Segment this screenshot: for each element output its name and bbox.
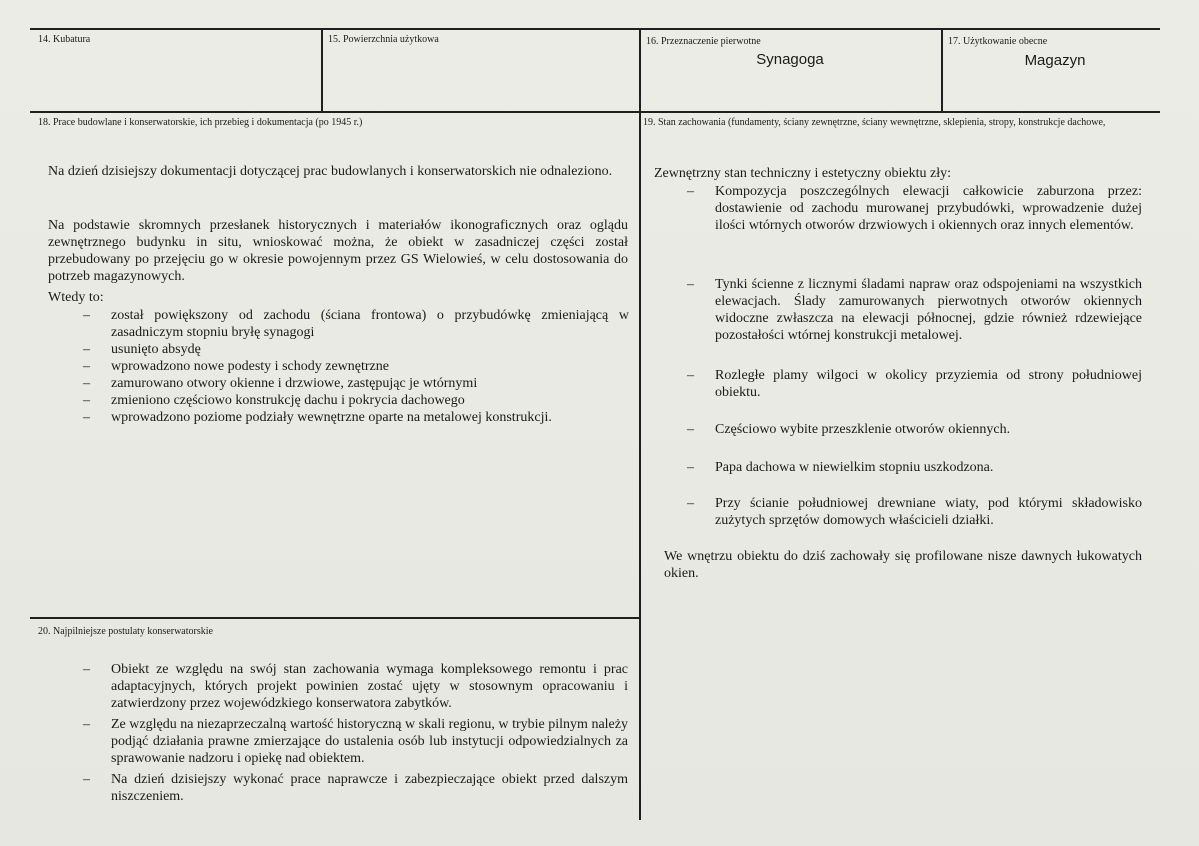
list-item-text: zmieniono częściowo konstrukcję dachu i pokrycia dachowego xyxy=(111,393,465,408)
section19-item-2 xyxy=(687,276,1142,344)
dash-marker: – xyxy=(83,393,90,408)
list-item xyxy=(83,392,629,409)
list-item-text: wprowadzono poziome podziały wewnętrzne oparte na metalowej konstrukcji. xyxy=(111,410,552,425)
section19-item-5 xyxy=(687,459,1142,476)
section18-paragraph-1: Na dzień dzisiejszy dokumentacji dotyczącej prac budowlanych i konserwatorskich nie odnaleziono. xyxy=(48,164,613,179)
list-item-text: Ze względu na niezaprzeczalną wartość historyczną w skali regionu, w trybie pilnym należy podjąć działania prawne zmierzające do ustalenia osób lub instytucji odpowiedzialnych za sprawowanie nadzoru i opiekę nad obiektem. xyxy=(111,717,628,766)
dash-marker: – xyxy=(83,662,90,677)
section20-item-3 xyxy=(83,771,628,805)
section19-label: 19. Stan zachowania (fundamenty, ściany zewnętrzne, ściany wewnętrzne, sklepienia, stropy, konstrukcje dachowe, xyxy=(643,117,1106,128)
section19-intro: Zewnętrzny stan techniczny i estetyczny obiektu zły: xyxy=(654,166,952,181)
list-item xyxy=(83,307,629,341)
dash-marker: – xyxy=(83,772,90,787)
field-powierzchnia-label: 15. Powierzchnia użytkowa xyxy=(328,34,439,45)
section19-item-4 xyxy=(687,421,1142,438)
dash-marker: – xyxy=(687,277,694,292)
list-item-text: Papa dachowa w niewielkim stopniu uszkodzona. xyxy=(715,460,994,475)
dash-marker: – xyxy=(83,359,90,374)
list-item-text: został powiększony od zachodu (ściana frontowa) o przybudówkę zmieniającą w zasadniczym stopniu bryłę synagogi xyxy=(111,308,629,340)
section19-item-6 xyxy=(687,495,1142,529)
section18-paragraph-2: Na podstawie skromnych przesłanek historycznych i materiałów ikonograficznych oraz oglądu zewnętrznego budynku in situ, wnioskować można, że obiekt w zasadniczej części został przebudowany po przejęciu go w okresie powojennym przez GS Wielowieś, w celu dostosowania do potrzeb magazynowych. xyxy=(48,218,628,284)
rule-section20-top xyxy=(30,617,641,619)
list-item-text: Rozległe plamy wilgoci w okolicy przyziemia od strony południowej obiektu. xyxy=(715,368,1142,400)
list-item-text: usunięto absydę xyxy=(111,342,201,357)
dash-marker: – xyxy=(687,368,694,383)
section19-item-3 xyxy=(687,367,1142,401)
list-item xyxy=(83,358,629,375)
dash-marker: – xyxy=(83,308,90,323)
section19-outro: We wnętrzu obiektu do dziś zachowały się profilowane nisze dawnych łukowatych okien. xyxy=(664,549,1142,581)
field-przeznaczenie-label: 16. Przeznaczenie pierwotne xyxy=(646,36,761,47)
dash-marker: – xyxy=(687,422,694,437)
rule-v1 xyxy=(321,28,323,113)
rule-v3 xyxy=(941,28,943,113)
list-item-text: Obiekt ze względu na swój stan zachowania wymaga kompleksowego remontu i prac adaptacyjnych, których projekt powinien zostać ujęty w stosownym opracowaniu i zatwierdzony przez wojewódzkiego konserwatora zabytków. xyxy=(111,662,628,711)
section18-paragraph-3: Wtedy to: xyxy=(48,290,104,305)
list-item-text: wprowadzono nowe podesty i schody zewnętrzne xyxy=(111,359,389,374)
list-item xyxy=(83,341,629,358)
section20-item-1 xyxy=(83,661,628,712)
dash-marker: – xyxy=(83,717,90,732)
section20-label: 20. Najpilniejsze postulaty konserwatorskie xyxy=(38,626,213,637)
list-item-text: zamurowano otwory okienne i drzwiowe, zastępując je wtórnymi xyxy=(111,376,478,391)
list-item-text: Na dzień dzisiejszy wykonać prace naprawcze i zabezpieczające obiekt przed dalszym niszczeniem. xyxy=(111,772,628,804)
dash-marker: – xyxy=(83,376,90,391)
section18-label: 18. Prace budowlane i konserwatorskie, ich przebieg i dokumentacja (po 1945 r.) xyxy=(38,117,363,128)
dash-marker: – xyxy=(687,460,694,475)
dash-marker: – xyxy=(83,342,90,357)
field-kubatura-label: 14. Kubatura xyxy=(38,34,91,45)
dash-marker: – xyxy=(687,184,694,199)
list-item xyxy=(83,409,629,426)
list-item-text: Częściowo wybite przeszklenie otworów okiennych. xyxy=(715,422,1011,437)
dash-marker: – xyxy=(687,496,694,511)
field-przeznaczenie-value: Synagoga xyxy=(756,51,824,68)
list-item-text: Tynki ścienne z licznymi śladami napraw oraz odspojeniami na wszystkich elewacjach. Ślady zamurowanych pierwotnych otworów okiennych widoczne zwłaszcza na elewacji północnej, gdzie również rdzewiejące pozostałości wtórnej konstrukcji metalowej. xyxy=(715,277,1142,343)
dash-marker: – xyxy=(83,410,90,425)
rule-top-row-bottom xyxy=(30,111,1160,113)
field-uzytkowanie-label: 17. Użytkowanie obecne xyxy=(948,36,1048,47)
section19-item-1 xyxy=(687,183,1142,234)
section20-item-2 xyxy=(83,716,628,767)
rule-top xyxy=(30,28,1160,30)
list-item-text: Kompozycja poszczególnych elewacji całkowicie zaburzona przez: dostawienie od zachodu murowanej przybudówki, wprowadzenie dużej ilości wtórnych otworów drzwiowych i okiennych oraz innych elementów. xyxy=(715,184,1142,233)
field-uzytkowanie-value: Magazyn xyxy=(1024,52,1086,69)
list-item-text: Przy ścianie południowej drewniane wiaty, pod którymi składowisko zużytych sprzętów domowych właścicieli działki. xyxy=(715,496,1142,528)
rule-v2 xyxy=(639,28,641,820)
list-item xyxy=(83,375,629,392)
section18-list xyxy=(83,307,629,426)
